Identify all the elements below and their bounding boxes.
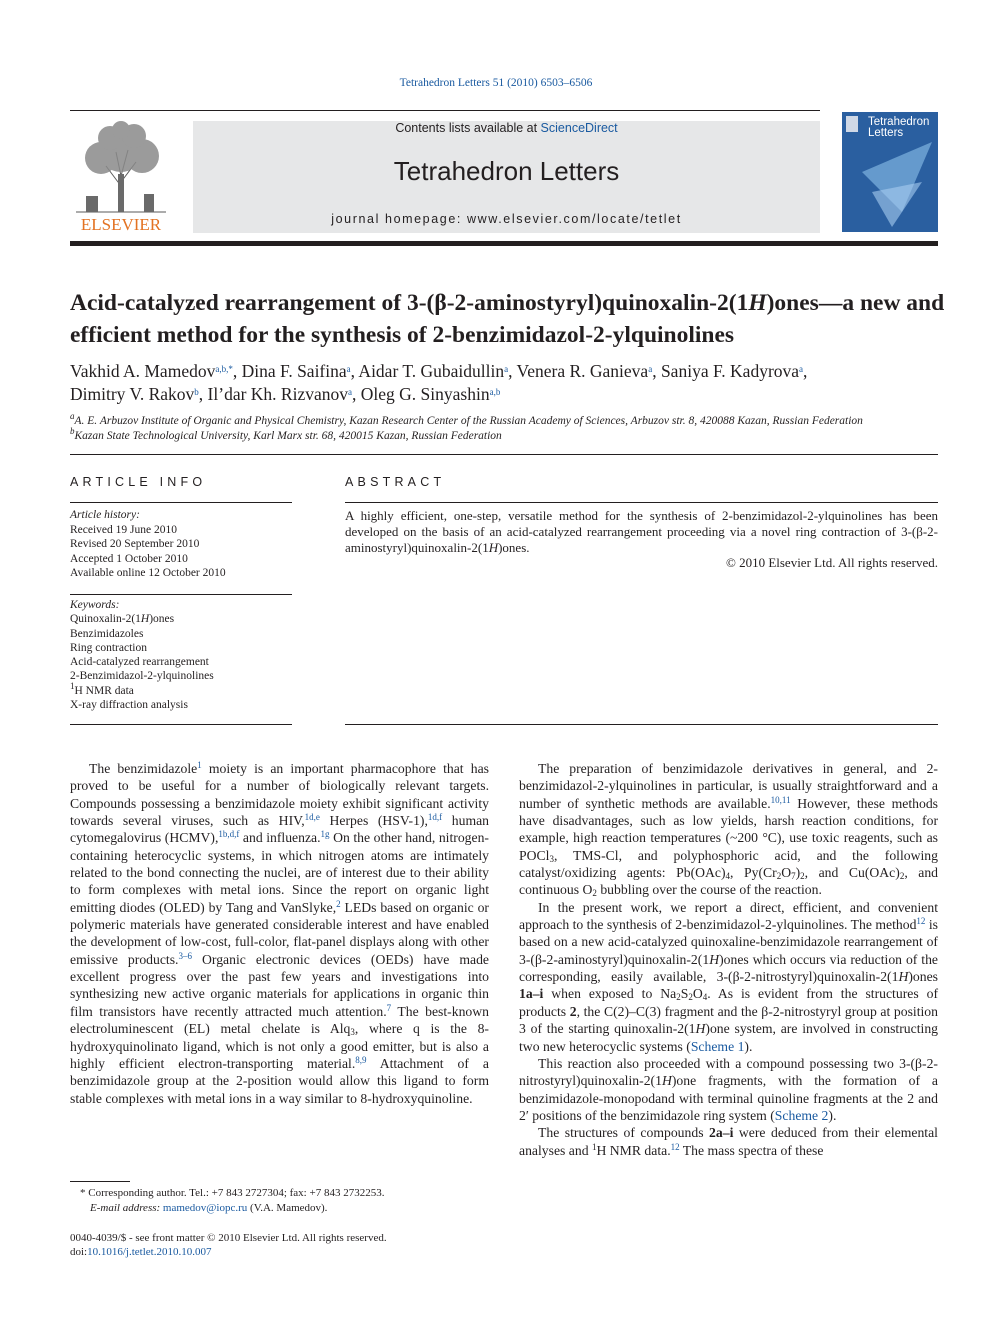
corresponding-author-link[interactable]: * [228, 364, 233, 374]
header-thick-rule [70, 241, 938, 246]
journal-cover [842, 112, 938, 232]
scheme-2-link[interactable]: Scheme 2 [774, 1107, 829, 1123]
abstract-heading: ABSTRACT [345, 475, 446, 489]
history-accepted: Accepted 1 October 2010 [70, 552, 188, 565]
abstract-copyright: © 2010 Elsevier Ltd. All rights reserved. [725, 555, 938, 570]
info-rule [70, 502, 292, 503]
abstract-text: A highly efficient, one-step, versatile method for the synthesis of 2-benzimidazol-2-ylquinolines has been developed on the basis of an acid-catalyzed rearrangement proceeding via a novel ring contraction of 3-(β-2-aminostyryl)quinoxalin-2(1H)ones. [345, 508, 938, 555]
abstract-rule [345, 724, 938, 725]
keywords-list: Keywords: Quinoxalin-2(1H)ones Benzimidazoles Ring contraction Acid-catalyzed rearrangement 2-Benzimidazol-2-ylquinolines $^1$H NMR data X-ray diffraction analysis [70, 599, 214, 712]
article-history: Article history: Received 19 June 2010 Revised 20 September 2010 Accepted 1 October 2010 Available online 12 October 2010 [70, 509, 226, 579]
body-column-right [519, 760, 938, 1159]
elsevier-tree-logo [66, 116, 176, 236]
history-received: Received 19 June 2010 [70, 523, 177, 536]
affiliations [70, 411, 950, 444]
keyword: $^1$H NMR data [70, 680, 134, 697]
author-list: Vakhid A. Mamedov$^{a,b,*}$, Dina F. Saifina$^a$, Aidar T. Gubaidullin$^a$, Venera R. Ganieva$^a$, Saniya F. Kadyrova$^a$, Dimitry V. Rakov$^b$, Il’dar Kh. Rizvanov$^a$, Oleg G. Sinyashin$^{a,b}$ [70, 361, 808, 404]
corresponding-footnote: * Corresponding author. Tel.: +7 843 2727304; fax: +7 843 2732253. E-mail address: mamedov@iopc.ru (V.A. Mamedov). [80, 1187, 385, 1214]
keyword: Quinoxalin-2(1H)ones [70, 613, 175, 626]
doi-link[interactable]: 10.1016/j.tetlet.2010.10.007 [87, 1246, 212, 1258]
keyword: Benzimidazoles [70, 627, 144, 640]
cover-title: Tetrahedron Letters [868, 116, 930, 139]
body-paragraph: The benzimidazole$^1$ moiety is an important pharmacophore that has proved to be useful for a number of biologically relevant targets. Compounds possessing a benzimidazole moiety exhibit significant activity towards several viruses, such as HIV,$^{1d,e}$ Herpes (HSV-1),$^{1d,f}$ human cytomegalovirus (HCMV),$^{1b,d,f}$ and influenza.$^{1g}$ On the other hand, nitrogen-containing heterocyclic systems, in which nitrogen atoms are intimately related to the bond connecting the nuclei, are of interest due to their ability to form complexes with metal ions. Since the report on organic light emitting diodes (OLED) by Tang and VanSlyke,$^2$ LEDs based on organic or polymeric materials have generated considerable interest and have enabled the development of low-cost, full-color, flat-panel displays along with other emissive products.$^{3-6}$ Organic electronic devices (OEDs) have made excellent progress over the past few years and investigations into synthesizing new active organic materials for applications in organic thin film transistors have recently attracted much attention.$^7$ The best-known electroluminescent (EL) metal chelate is Alq$_3$, where q is the 8-hydroxyquinolinato ligand, which is not only a good emitter, but is also a highly efficient electron-transporting material.$^{8,9}$ Attachment of a benzimidazole group at the 2-position would allow this ligand to form stable complexes with metal ions in a way similar to 8-hydroxyquinoline. [70, 760, 490, 1106]
abstract-rule [345, 502, 938, 503]
article-info-heading: ARTICLE INFO [70, 475, 207, 489]
journal-title: Tetrahedron Letters [393, 156, 620, 186]
scheme-1-link[interactable]: Scheme 1 [690, 1038, 745, 1054]
affiliation-b: $^b$Kazan State Technological University, Karl Marx str. 68, 420015 Kazan, Russian Federation [70, 426, 502, 442]
affiliation-a: $^a$A. E. Arbuzov Institute of Organic and Physical Chemistry, Kazan Research Center of the Russian Academy of Sciences, Arbuzov str. 8, 420088 Kazan, Russian Federation [70, 411, 863, 427]
body-column-left [70, 760, 489, 1107]
author-email-link[interactable]: mamedov@iopc.ru [162, 1202, 248, 1214]
body-paragraph: In the present work, we report a direct, efficient, and convenient approach to the synthesis of 2-benzimidazol-2-ylquinolines. The method$^{12}$ is based on a new acid-catalyzed quinoxaline-benzimidazole rearrangement of 3-(β-2-aminostyryl)quinoxalin-2(1H)ones which occurs via reduction of the corresponding, easily available, 3-(β-2-nitrostyryl)quinoxalin-2(1H)ones 1a–i when exposed to $Na_2S_2O_4$. As is evident from the structures of products 2, the C(2)–C(3) fragment and the β-2-nitrostyryl group at position 3 of the starting quinoxalin-2(1H)one system, are involved in constructing two new heterocyclic systems (Scheme 1). [519, 899, 939, 1054]
history-revised: Revised 20 September 2010 [70, 538, 200, 550]
body-paragraph: The preparation of benzimidazole derivatives in general, and 2-benzimidazol-2-ylquinolines in particular, is usually straightforward and a number of synthetic methods are available.$^{10,11}$ However, these methods have disadvantages, such as low yields, harsh reaction conditions, for example, high reaction temperatures (~200 °C), use toxic reagents, such as POCl$_3$, TMS-Cl, and polyphosphoric acid, and the following catalyst/oxidizing agents: $Pb(OAc)_4$, $Py(Cr_2O_7)_2$, and $Cu(OAc)_2$, and continuous $O_2$ bubbling over the course of the reaction. [519, 761, 939, 899]
affiliation-rule [70, 454, 938, 455]
footnote-rule [70, 1181, 130, 1182]
header-rule [70, 110, 820, 111]
front-matter: 0040-4039/$ - see front matter © 2010 Elsevier Ltd. All rights reserved. doi:10.1016/j.tetlet.2010.10.007 [70, 1232, 387, 1258]
keyword: Acid-catalyzed rearrangement [70, 656, 209, 669]
keyword: X-ray diffraction analysis [70, 699, 188, 712]
body-paragraph: This reaction also proceeded with a compound possessing two 3-(β-2-nitrostyryl)quinoxalin-2(1H)one fragments, with the formation of a benzimidazole-monopodand with terminal quinoline fragments at the 2 and 2′ positions of the benzimidazole ring system (Scheme 2). [519, 1055, 938, 1123]
body-paragraph: The structures of compounds 2a–i were deduced from their elemental analyses and $^1$H NMR data.$^{12}$ The mass spectra of these [519, 1125, 938, 1158]
info-rule [70, 594, 292, 595]
history-online: Available online 12 October 2010 [70, 567, 226, 579]
info-rule [70, 724, 292, 725]
contents-line: Contents lists available at ScienceDirect [395, 121, 618, 135]
elsevier-wordmark: ELSEVIER [80, 215, 162, 234]
article-title: Acid-catalyzed rearrangement of 3-(β-2-aminostyryl)quinoxalin-2(1H)ones—a new and efficient method for the synthesis of 2-benzimidazol-2-ylquinolines [70, 290, 945, 348]
journal-homepage[interactable]: journal homepage: www.elsevier.com/locate/tetlet [331, 212, 682, 226]
keyword: 2-Benzimidazol-2-ylquinolines [70, 670, 214, 683]
journal-citation[interactable]: Tetrahedron Letters 51 (2010) 6503–6506 [399, 77, 593, 89]
keyword: Ring contraction [70, 641, 147, 654]
sciencedirect-link[interactable]: ScienceDirect [540, 121, 618, 135]
